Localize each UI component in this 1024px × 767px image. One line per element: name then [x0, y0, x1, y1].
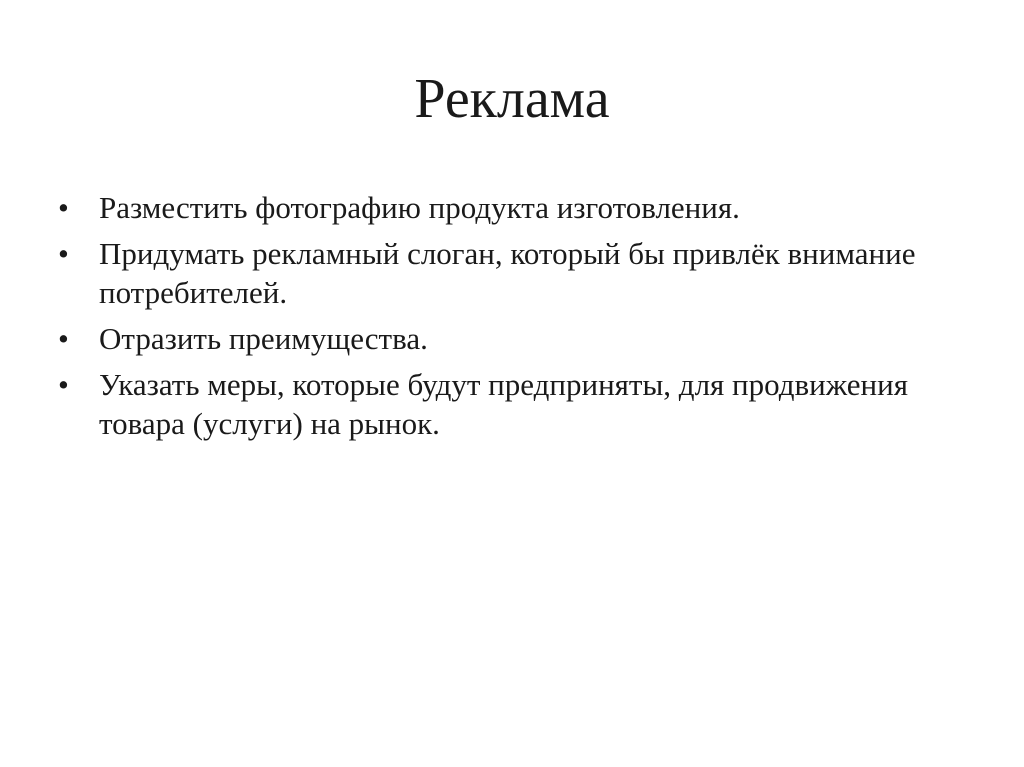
bullet-text: Отразить преимущества. [99, 321, 428, 356]
bullet-item [58, 234, 958, 312]
bullet-item [58, 319, 958, 358]
bullet-icon: • [58, 236, 69, 271]
bullet-item [58, 188, 958, 227]
bullet-icon: • [58, 367, 69, 402]
bullet-icon: • [58, 190, 69, 225]
bullet-list [58, 188, 958, 450]
bullet-text: Указать меры, которые будут предприняты, для продвижения товара (услуги) на рынок. [99, 367, 908, 441]
bullet-text: Разместить фотографию продукта изготовления. [99, 190, 740, 225]
slide-title: Реклама [414, 68, 610, 130]
bullet-text: Придумать рекламный слоган, который бы привлёк внимание потребителей. [99, 236, 916, 310]
bullet-icon: • [58, 321, 69, 356]
bullet-item [58, 365, 958, 443]
